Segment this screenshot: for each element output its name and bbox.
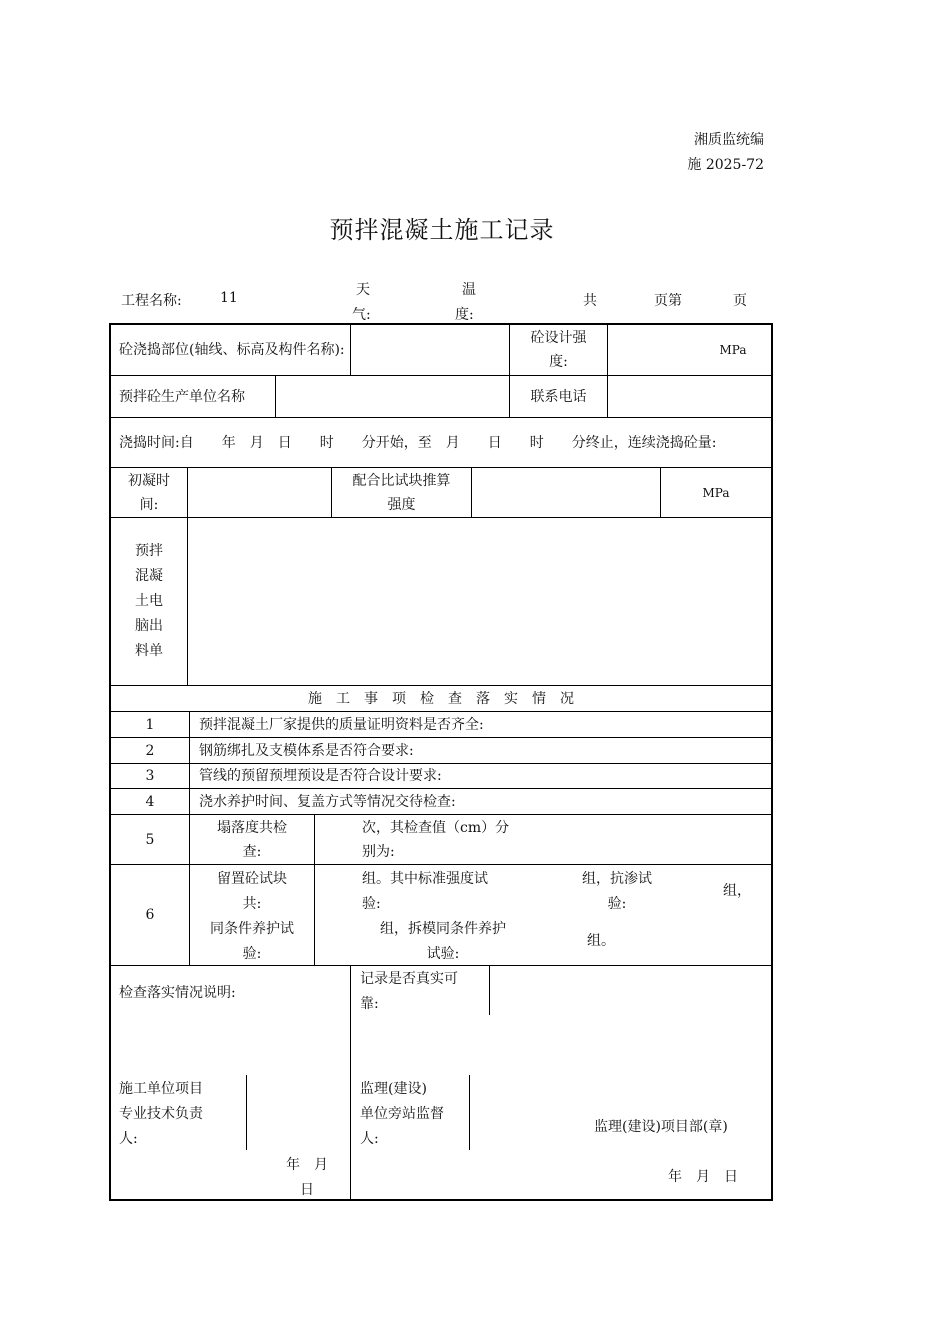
- item-number: 6: [145, 907, 155, 923]
- mix-strength-label-line1: 配合比试块推算: [352, 472, 451, 489]
- slump-label-line1: 塌落度共检: [217, 819, 287, 836]
- design-strength-unit: MPa: [719, 343, 747, 357]
- mix-strength-label: [332, 468, 471, 517]
- page-total-label: 共: [583, 293, 597, 309]
- initial-set-value[interactable]: [188, 468, 331, 517]
- supervision-date: 年 月 日: [668, 1169, 738, 1185]
- slump-text-line1: 次，其检查值（cm）分: [362, 819, 510, 836]
- design-strength-label-line2: 度:: [549, 354, 568, 370]
- specimen-text-line: 组，抗渗试: [582, 871, 652, 887]
- slump-label: [190, 815, 314, 864]
- document-code-line2: 施 2025-72: [687, 157, 764, 173]
- item-number: 3: [145, 768, 155, 784]
- page-suffix-label: 页: [733, 293, 747, 309]
- page-title: 预拌混凝土施工记录: [329, 216, 555, 244]
- item-number: 4: [145, 793, 155, 810]
- printout-label-line: 料单: [135, 643, 163, 659]
- specimen-text-b: [370, 917, 516, 967]
- specimen-text-line: 组，: [723, 883, 751, 899]
- producer-value[interactable]: [276, 376, 508, 417]
- printout-label: [111, 518, 187, 685]
- contractor-line: 施工单位项目: [119, 1081, 203, 1097]
- item-number: 2: [145, 742, 155, 759]
- phone-value[interactable]: [608, 376, 771, 417]
- specimen-label-line: 同条件养护试: [210, 921, 294, 937]
- page-number-label: 页第: [654, 293, 682, 309]
- specimen-text-line: 组。其中标准强度试: [362, 871, 488, 887]
- producer-label: 预拌砼生产单位名称: [119, 388, 245, 405]
- weather-label-top: 天: [356, 282, 370, 298]
- specimen-text-line: 验:: [362, 896, 381, 912]
- printout-label-line: 脑出: [135, 618, 163, 634]
- item-text: 钢筋绑扎及支模体系是否符合要求:: [199, 742, 414, 759]
- mix-strength-value[interactable]: [472, 468, 660, 517]
- printout-label-line: 土电: [135, 593, 163, 609]
- project-name-label: 工程名称:: [121, 293, 182, 309]
- document-code: [687, 128, 764, 178]
- specimen-label-line: 留置砼试块: [217, 871, 287, 887]
- mix-strength-label-line2: 强度: [387, 496, 416, 513]
- slump-text-line2: 别为:: [362, 843, 395, 860]
- supervisor-label: [360, 1077, 444, 1152]
- slump-text: [362, 815, 762, 864]
- item-text: 管线的预留预埋预设是否符合设计要求:: [199, 768, 442, 784]
- weather-label-bottom: 气:: [352, 307, 371, 323]
- specimen-text-line: 验:: [607, 896, 627, 912]
- section-header: 施 工 事 项 检 查 落 实 情 况: [308, 690, 574, 707]
- pour-location-label: 砼浇捣部位(轴线、标高及构件名称):: [119, 342, 345, 358]
- contractor-date-line: 年 月: [286, 1157, 328, 1173]
- item-text: 浇水养护时间、复盖方式等情况交待检查:: [199, 793, 456, 810]
- printout-label-line: 预拌: [135, 543, 163, 559]
- specimen-label: [190, 867, 314, 967]
- contractor-label: [119, 1077, 203, 1152]
- item-text: 预拌混凝土厂家提供的质量证明资料是否齐全:: [199, 716, 484, 733]
- check-note-label: 检查落实情况说明:: [119, 985, 236, 1001]
- printout-area[interactable]: [188, 518, 771, 685]
- specimen-text-line: 组，拆模同条件养护: [380, 921, 506, 937]
- temperature-label-top: 温: [462, 282, 476, 298]
- specimen-text-line: 组。: [587, 933, 615, 949]
- supervision-seal-label: 监理(建设)项目部(章): [594, 1119, 728, 1135]
- contractor-date-line: 日: [300, 1182, 314, 1198]
- printout-label-line: 混凝: [135, 568, 163, 584]
- supervisor-line: 监理(建设): [360, 1081, 427, 1097]
- temperature-label-bottom: 度:: [455, 307, 474, 323]
- document-code-line1: 湘质监统编: [694, 132, 764, 148]
- record-true-label: [360, 967, 458, 1017]
- pour-time-text: 浇捣时间:自 年 月 日 时 分开始，至 月 日 时 分终止，连续浇捣砼量:: [119, 434, 717, 451]
- slump-label-line2: 查:: [242, 843, 262, 860]
- record-true-line: 靠:: [360, 996, 379, 1012]
- specimen-label-line: 共:: [242, 896, 262, 912]
- contractor-line: 专业技术负责: [119, 1106, 203, 1122]
- contractor-line: 人:: [119, 1131, 138, 1147]
- supervisor-line: 单位旁站监督: [360, 1106, 444, 1122]
- specimen-text-a: [362, 867, 488, 917]
- initial-set-label-line1: 初凝时: [128, 472, 170, 489]
- specimen-text-c: [576, 867, 658, 917]
- design-strength-label-line1: 砼设计强: [530, 330, 587, 346]
- mix-strength-unit: MPa: [702, 485, 730, 500]
- design-strength-label: [510, 326, 607, 374]
- initial-set-label-line2: 间:: [139, 496, 159, 513]
- initial-set-label: [111, 468, 187, 517]
- project-name-value: 11: [220, 290, 238, 306]
- contractor-date: [270, 1153, 344, 1203]
- supervisor-line: 人:: [360, 1131, 379, 1147]
- pour-location-value[interactable]: [351, 326, 508, 374]
- item-number: 5: [145, 831, 155, 848]
- specimen-label-line: 验:: [242, 946, 262, 962]
- specimen-text-line: 试验:: [426, 946, 460, 962]
- phone-label: 联系电话: [530, 388, 587, 405]
- item-number: 1: [145, 716, 155, 733]
- record-true-line: 记录是否真实可: [360, 971, 458, 987]
